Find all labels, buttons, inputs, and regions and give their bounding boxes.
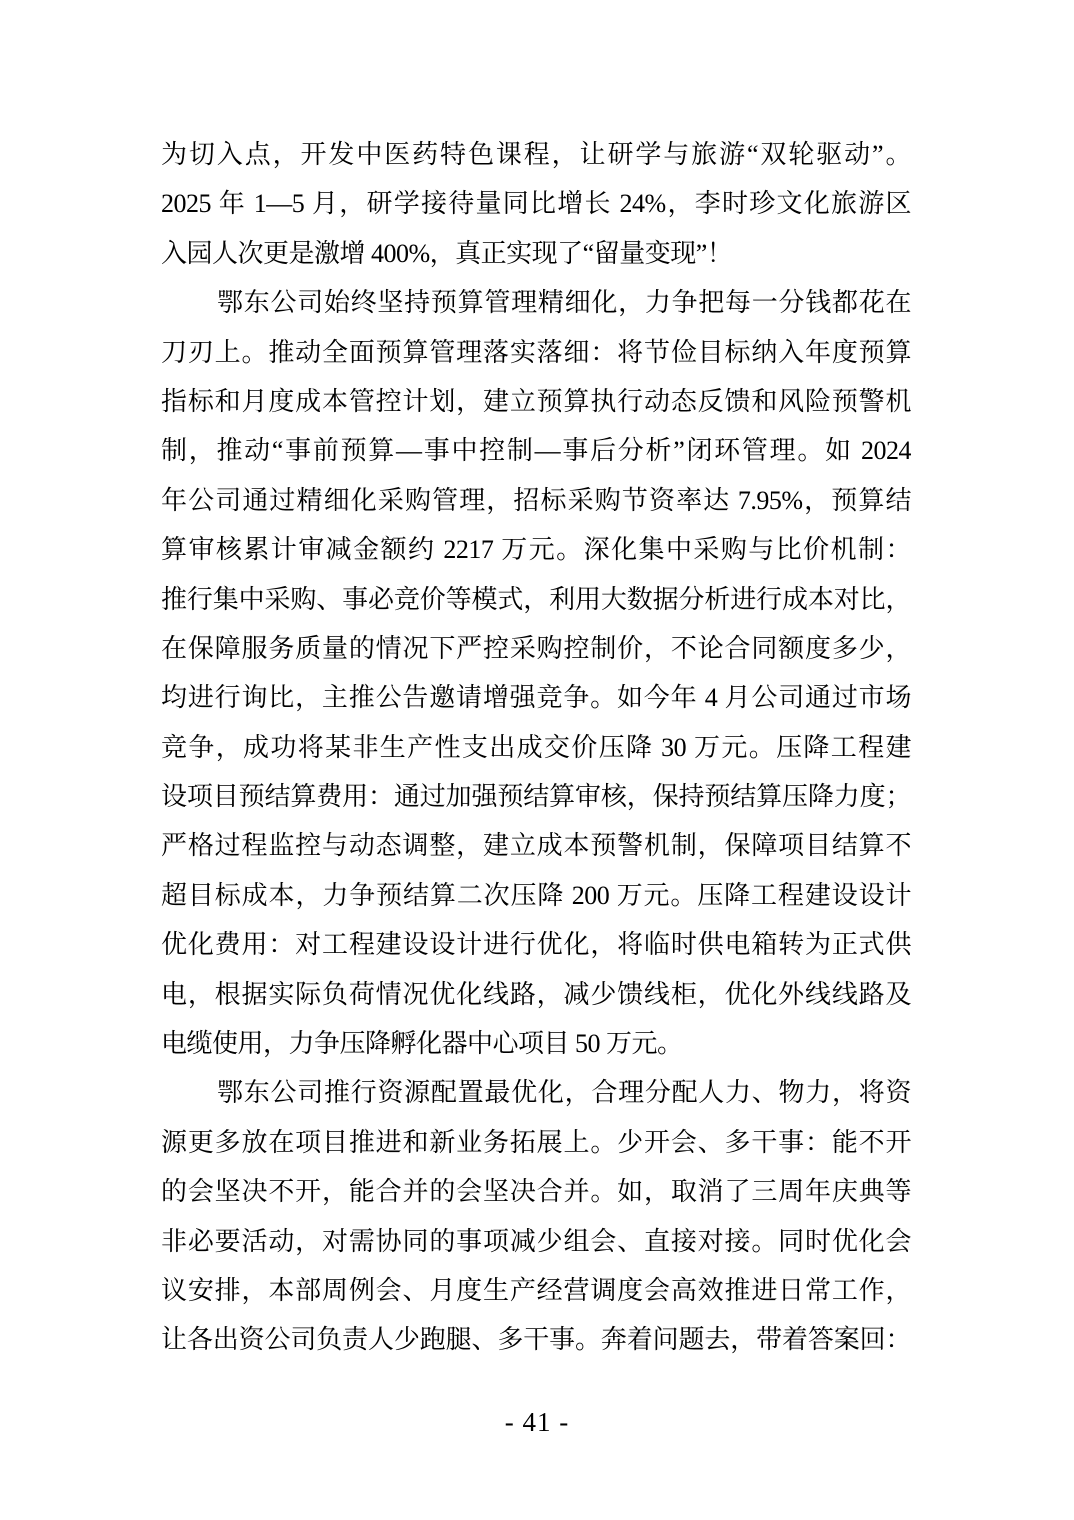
text-line: 电缆使用，力争压降孵化器中心项目 50 万元。 [161, 1029, 683, 1059]
text-line: 为切入点，开发中医药特色课程，让研学与旅游“双轮驱动”。 [161, 140, 911, 169]
text-line: 非必要活动，对需协同的事项减少组会、直接对接。同时优化会 [161, 1226, 911, 1256]
text-line: 算审核累计审减金额约 2217 万元。深化集中采购与比价机制： [161, 535, 911, 565]
text-line: 年公司通过精细化采购管理，招标采购节资率达 7.95%，预算结 [161, 485, 911, 515]
text-line: 鄂东公司始终坚持预算管理精细化，力争把每一分钱都花在 [217, 288, 911, 318]
text-line: 的会坚决不开，能合并的会坚决合并。如，取消了三周年庆典等 [161, 1177, 911, 1207]
text-line: 议安排，本部周例会、月度生产经营调度会高效推进日常工作， [161, 1275, 911, 1305]
text-line: 电，根据实际负荷情况优化线路，减少馈线柜，优化外线线路及 [161, 979, 911, 1009]
page-number: - 41 - [504, 1407, 570, 1437]
text-line: 鄂东公司推行资源配置最优化，合理分配人力、物力，将资 [217, 1078, 911, 1108]
text-line: 指标和月度成本管控计划，建立预算执行动态反馈和风险预警机 [161, 386, 911, 416]
text-line: 推行集中采购、事必竞价等模式，利用大数据分析进行成本对比， [161, 584, 911, 614]
paragraph [161, 278, 911, 1068]
text-line: 超目标成本，力争预结算二次压降 200 万元。压降工程建设设计 [161, 880, 911, 910]
text-line: 让各出资公司负责人少跑腿、多干事。奔着问题去，带着答案回： [161, 1325, 911, 1355]
text-line: 严格过程监控与动态调整，建立成本预警机制，保障项目结算不 [161, 831, 911, 861]
text-line: 2025 年 1—5 月，研学接待量同比增长 24%，李时珍文化旅游区 [161, 189, 911, 219]
text-line: 在保障服务质量的情况下严控采购控制价，不论合同额度多少， [161, 633, 911, 663]
text-line: 均进行询比，主推公告邀请增强竞争。如今年 4 月公司通过市场 [161, 683, 911, 713]
text-line: 制，推动“事前预算—事中控制—事后分析”闭环管理。如 2024 [161, 436, 911, 466]
text-line: 竞争，成功将某非生产性支出成交价压降 30 万元。压降工程建 [161, 732, 911, 762]
text-line: 优化费用：对工程建设设计进行优化，将临时供电箱转为正式供 [161, 930, 911, 960]
text-line: 入园人次更是激增 400%，真正实现了“留量变现”！ [161, 238, 733, 268]
text-line: 刀刃上。推动全面预算管理落实落细：将节俭目标纳入年度预算 [161, 337, 911, 367]
text-line: 源更多放在项目推进和新业务拓展上。少开会、多干事：能不开 [161, 1127, 911, 1157]
document-body [161, 130, 911, 1365]
paragraph [161, 130, 911, 278]
text-line: 设项目预结算费用：通过加强预结算审核，保持预结算压降力度； [161, 782, 911, 812]
paragraph [161, 1068, 911, 1364]
